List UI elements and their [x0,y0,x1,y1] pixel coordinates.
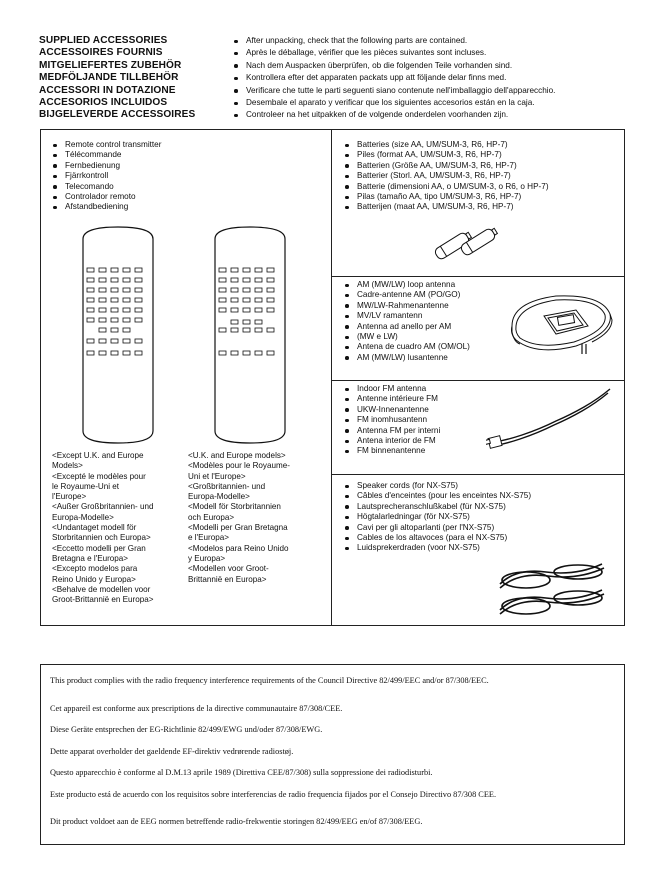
note-line: y Europa> [188,553,226,563]
am-loop-antenna-illustration [506,288,616,360]
list-item: Antenna ad anello per AM [343,322,470,332]
list-item: Remote control transmitter [51,140,161,150]
title-nl: BIJGELEVERDE ACCESSOIRES [39,109,196,121]
title-de: MITGELIEFERTES ZUBEHÖR [39,59,182,71]
title-es: ACCESORIOS INCLUIDOS [39,97,168,109]
note-line: <Außer Großbritannien- und [52,502,154,512]
fm-antenna-illustration [486,385,616,471]
title-en: SUPPLIED ACCESSORIES [39,35,168,46]
list-item: Indoor FM antenna [343,384,440,394]
list-item: Antena interior de FM [343,436,440,446]
note-line: Uni et l'Europe> [188,471,246,481]
note-line: Europa-Modelle> [188,492,250,502]
list-item: UKW-Innenantenne [343,405,440,415]
list-item: MV/LV ramantenn [343,311,470,321]
compliance-statements [40,664,625,845]
note-line: <Eccetto modelli per Gran [52,543,146,553]
compliance-fr: Cet appareil est conforme aux prescriptions de la directive communautaire 87/308/CEE. [50,704,343,713]
note-line: <Excepté le modèles pour [52,471,146,481]
remote-names-list [51,140,161,213]
compliance-it: Questo apparecchio è conforme al D.M.13 aprile 1989 (Direttiva CEE/87/308) sulla soppressione dei radiodisturbi. [50,768,433,777]
list-item: Controlador remoto [51,192,161,202]
instruction-de: Nach dem Auspacken überprüfen, ob die folgenden Teile vorhanden sind. [232,60,632,72]
list-item: Cadre-antenne AM (PO/GO) [343,290,470,300]
list-item: AM (MW/LW) lusantenne [343,353,470,363]
compliance-es: Este producto está de acuerdo con los requisitos sobre interferencias de radio frequencia fijados por el Consejo Directivo 87/308 CEE. [50,790,497,799]
list-item: Batterie (dimensioni AA, o UM/SUM-3, o R6, o HP-7) [343,182,549,192]
note-line: <Modelli per Gran Bretagna [188,523,288,533]
batteries-list [343,140,549,213]
list-item: Batteries (size AA, UM/SUM-3, R6, HP-7) [343,140,549,150]
speaker-cords-list [343,481,531,554]
instruction-en: After unpacking, check that the following parts are contained. [232,35,632,47]
list-item: Afstandbediening [51,202,161,212]
list-item: Câbles d'enceintes (pour les enceintes NX-S75) [343,491,531,501]
note-line: <Modèles pour le Royaume- [188,461,290,471]
note-line: <U.K. and Europe models> [188,451,286,460]
list-item: AM (MW/LW) loop antenna [343,280,470,290]
list-item: Cavi per gli altoparlanti (per l'NX-S75) [343,523,531,533]
remote-note-non-europe [52,451,153,605]
list-item: Telecomando [51,182,161,192]
note-line: <Undantaget modell för [52,523,137,533]
compliance-nl: Dit product voldoet aan de EEG normen betreffende radio-frekwentie storingen 82/499/EEG en/of 87/308/EEG. [50,817,423,826]
note-line: Reino Unido y Europa> [52,574,136,584]
instruction-nl: Controleer na het uitpakken of de volgende onderdelen voorhanden zijn. [232,109,632,121]
note-line: e l'Europa> [188,533,229,543]
list-item: Fjärrkontroll [51,171,161,181]
remote-control-illustration-right [211,225,289,445]
speaker-cords-illustration [496,558,608,620]
table-divider-3 [331,474,625,475]
list-item: Lautsprecheranschlußkabel (für NX-S75) [343,502,531,512]
list-item: Batterier (Storl. AA, UM/SUM-3, R6, HP-7) [343,171,549,181]
list-item: FM binnenantenne [343,446,440,456]
title-fr: ACCESSOIRES FOURNIS [39,47,163,59]
compliance-en: This product complies with the radio frequency interference requirements of the Council Directive 82/499/EEC and/or 87/308/EEC. [50,676,489,685]
note-line: l'Europe> [52,492,87,502]
list-item: MW/LW-Rahmenantenne [343,301,470,311]
note-line: <Großbritannien- und [188,481,266,491]
instruction-sv: Kontrollera efter det apparaten packats upp att följande delar finns med. [232,72,632,84]
note-line: Models> [52,461,83,471]
batteries-illustration [430,218,506,266]
list-item: Piles (format AA, UM/SUM-3, R6, HP-7) [343,150,549,160]
header-instructions [232,35,632,122]
list-item: Batterijen (maat AA, UM/SUM-3, R6, HP-7) [343,202,549,212]
instruction-fr: Après le déballage, vérifier que les pièces suivantes sont incluses. [232,47,632,59]
note-line: <Modelos para Reino Unido [188,543,289,553]
list-item: Pilas (tamaño AA, tipo UM/SUM-3, R6, HP-7) [343,192,549,202]
table-divider-vertical [331,129,332,626]
note-line: och Europa> [188,512,235,522]
list-item: Antenne intérieure FM [343,394,440,404]
table-divider-2 [331,380,625,381]
instruction-it: Verificare che tutte le parti seguenti siano contenute nell'imballaggio dell'apparecchio. [232,85,632,97]
note-line: <Excepto modelos para [52,564,138,574]
list-item: FM inomhusantenn [343,415,440,425]
instruction-es: Desembale el aparato y verificar que los siguientes accesorios están en la caja. [232,97,632,109]
note-line: Bretagna e l'Europa> [52,553,129,563]
table-divider-1 [331,276,625,277]
list-item: Högtalarledningar (för NX-S75) [343,512,531,522]
note-line: <Modellen voor Groot- [188,564,269,574]
header-titles [39,35,229,122]
note-line: le Royaume-Uni et [52,481,120,491]
am-antenna-list [343,280,470,363]
list-item: Fernbedienung [51,161,161,171]
compliance-de: Diese Geräte entsprechen der EG-Richtlinie 82/499/EWG und/oder 87/308/EWG. [50,725,323,734]
note-line: Storbritannien och Europa> [52,533,151,543]
list-item: Antenna FM per interni [343,426,440,436]
note-line: <Except U.K. and Europe [52,451,144,460]
note-line: Brittannië en Europa> [188,574,267,584]
compliance-da: Dette apparat overholder det gaeldende EF-direktiv vedrørende radiostøj. [50,747,294,756]
list-item: Luidsprekerdraden (voor NX-S75) [343,543,531,553]
list-item: Télécommande [51,150,161,160]
list-item: Cables de los altavoces (para el NX-S75) [343,533,531,543]
title-it: ACCESSORI IN DOTAZIONE [39,84,176,96]
list-item: Batterien (Größe AA, UM/SUM-3, R6, HP-7) [343,161,549,171]
list-item: (MW e LW) [343,332,470,342]
note-line: <Behalve de modellen voor [52,584,151,594]
fm-antenna-list [343,384,440,457]
note-line: Groot-Brittannië en Europa> [52,595,154,605]
note-line: <Modell för Storbritannien [188,502,281,512]
list-item: Antena de cuadro AM (OM/OL) [343,342,470,352]
note-line: Europa-Modelle> [52,512,114,522]
title-sv: MEDFÖLJANDE TILLBEHÖR [39,72,179,84]
remote-note-europe [188,451,290,585]
remote-control-illustration-left [79,225,157,445]
list-item: Speaker cords (for NX-S75) [343,481,531,491]
